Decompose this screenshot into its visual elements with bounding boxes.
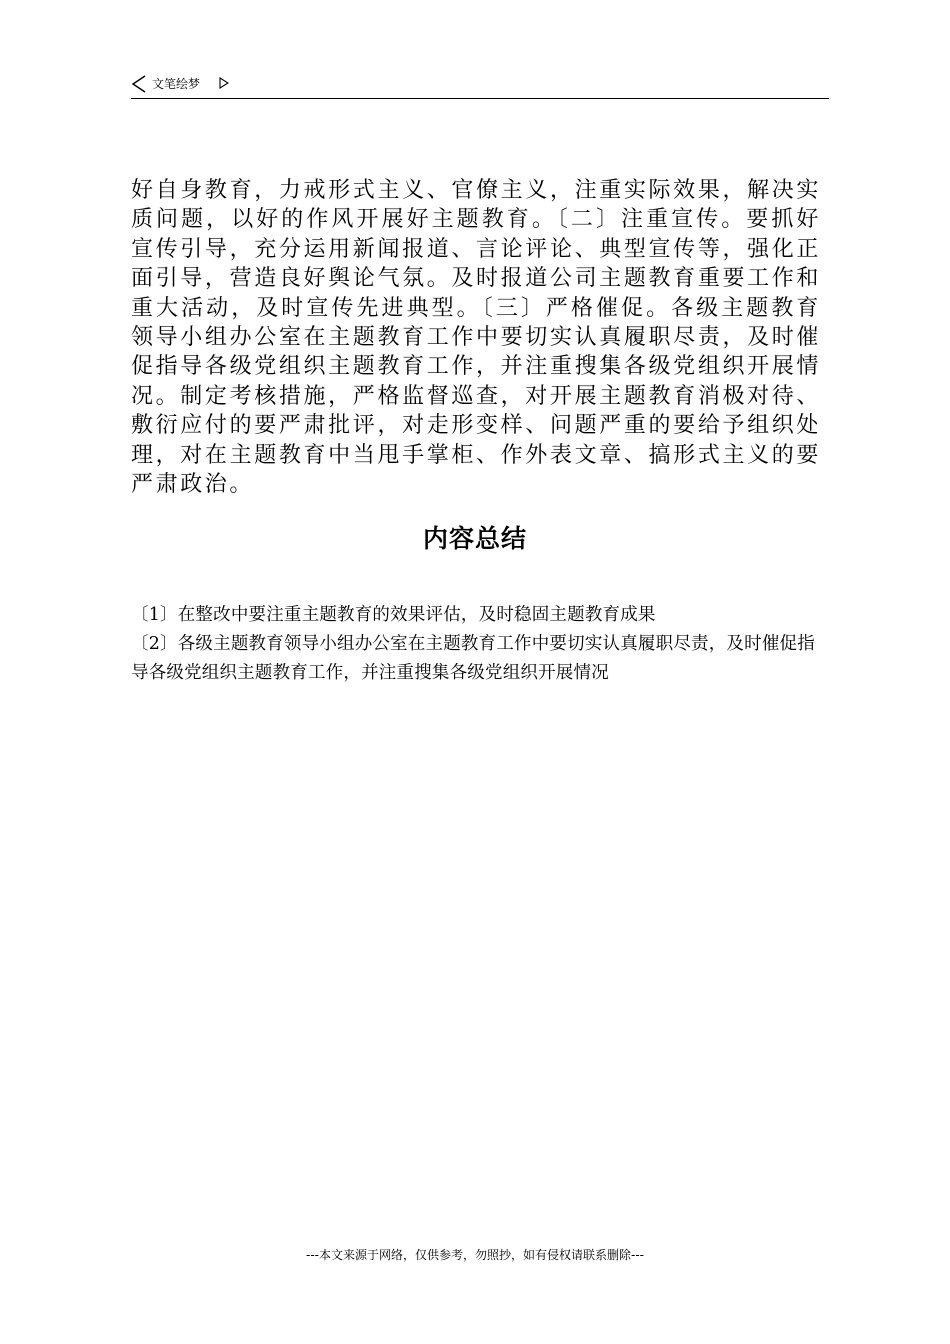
summary-item-2: 〔2〕各级主题教育领导小组办公室在主题教育工作中要切实认真履职尽责，及时催促指导各级党组织主题教育工作，并注重搜集各级党组织开展情况 [131,634,815,683]
page-footer: ---本文来源于网络，仅供参考，勿照抄，如有侵权请联系删除--- [306,1248,644,1262]
summary-item-1: 〔1〕在整改中要注重主题教育的效果评估，及时稳固主题教育成果 [131,605,656,625]
summary-title: 内容总结 [422,524,527,553]
header-title: 文笔绘梦 [152,77,201,91]
summary-list [131,601,831,688]
right-triangle-outline-icon [219,77,229,89]
page-header [131,74,829,99]
body-paragraph: 好自身教育，力戒形式主义、官僚主义，注重实际效果，解决实质问题，以好的作风开展好主题教育。〔二〕注重宣传。要抓好宣传引导，充分运用新闻报道、言论评论、典型宣传等，强化正面引导，营造良好舆论气氛。及时报道公司主题教育重要工作和重大活动，及时宣传先进典型。〔三〕严格催促。各级主题教育领导小组办公室在主题教育工作中要切实认真履职尽责，及时催促指导各级党组织主题教育工作，并注重搜集各级党组织开展情况。制定考核措施，严格监督巡查，对开展主题教育消极对待、敷衍应付的要严肃批评，对走形变样、问题严重的要给予组织处理，对在主题教育中当甩手掌柜、作外表文章、搞形式主义的要严肃政治。 [131,178,821,498]
left-triangle-outline-icon [131,75,147,93]
